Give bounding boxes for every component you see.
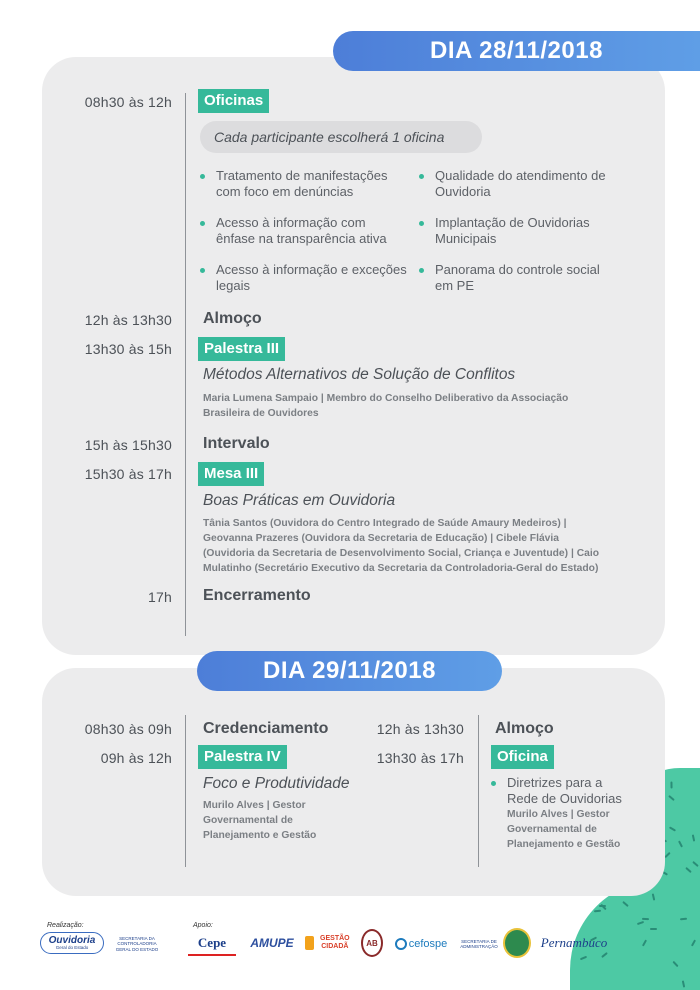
day2-timeline-divider-left [185, 715, 186, 867]
oficina-item: Tratamento de manifestações com foco em denúncias [200, 168, 400, 200]
seal-icon: AB [361, 929, 383, 957]
confetti-dash [678, 840, 683, 847]
ouvidoria-logo [40, 932, 104, 954]
cefospe-text: cefospe [408, 938, 448, 950]
intervalo-label: Intervalo [203, 435, 270, 452]
palestra4-subtitle: Foco e Produtividade [203, 775, 350, 792]
cefospe-icon [395, 938, 407, 950]
confetti-dash [668, 795, 675, 801]
confetti-dash [594, 910, 601, 913]
pernambuco-crest-icon [503, 928, 531, 958]
oficina2-item: Diretrizes para a Rede de Ouvidorias [491, 775, 631, 807]
confetti-dash [642, 918, 649, 920]
gestao-cidada-text: GESTÃO CIDADÃ [320, 935, 350, 950]
palestra3-time: 13h30 às 15h [84, 341, 172, 357]
day1-title: DIA 28/11/2018 [333, 31, 700, 71]
amupe-logo: AMUPE [250, 936, 294, 950]
pernambuco-logo: Pernambuco [540, 935, 608, 950]
credenciamento-time: 08h30 às 09h [84, 721, 172, 737]
confetti-dash [670, 781, 672, 788]
palestra4-time: 09h às 12h [100, 750, 172, 766]
realizacao-label: Realização: [47, 922, 84, 929]
palestra4-tag: Palestra IV [198, 745, 287, 769]
almoco2-time: 12h às 13h30 [376, 721, 464, 737]
oficinas-tag: Oficinas [198, 89, 269, 113]
oficina-item: Panorama do controle social em PE [419, 262, 619, 294]
credenciamento-label: Credenciamento [203, 720, 329, 737]
day1-timeline-divider [185, 93, 186, 636]
day2-title: DIA 29/11/2018 [197, 651, 502, 691]
confetti-dash [664, 852, 670, 858]
cefospe-logo [390, 932, 452, 956]
confetti-dash [637, 921, 644, 925]
ouvidoria-logo-text: Ouvidoria [48, 934, 96, 946]
mesa3-time: 15h30 às 17h [84, 466, 172, 482]
confetti-dash [622, 901, 629, 907]
intervalo-time: 15h às 15h30 [84, 437, 172, 453]
confetti-dash [672, 961, 678, 967]
palestra3-speakers: Maria Lumena Sampaio | Membro do Conselho Deliberativo da Associação Brasileira de Ouvidores [203, 393, 569, 419]
secretaria-administracao-logo: SECRETARIA DE ADMINISTRAÇÃO [460, 938, 498, 949]
ouvidoria-logo-sub: Geral do Estado [55, 944, 89, 950]
confetti-dash [652, 893, 656, 900]
confetti-dash [691, 939, 696, 946]
mesa3-tag: Mesa III [198, 462, 264, 486]
confetti-dash [692, 861, 699, 867]
gestao-cidada-logo [305, 928, 353, 958]
confetti-dash [685, 867, 692, 873]
confetti-dash [680, 918, 687, 921]
palestra3-subtitle: Métodos Alternativos de Solução de Conflitos [203, 366, 516, 383]
oficina2-time: 13h30 às 17h [376, 750, 464, 766]
almoco-label: Almoço [203, 310, 262, 327]
oficina-note: Cada participante escolherá 1 oficina [200, 121, 482, 153]
day2-timeline-divider-right [478, 715, 479, 867]
oficina-item: Acesso à informação com ênfase na transparência ativa [200, 215, 400, 247]
mesa3-speakers: Tânia Santos (Ouvidora do Centro Integrado de Saúde Amaury Medeiros) | Geovanna Prazeres (Ouvidora da Secretaria de Educação) | Cibele Flávia (Ouvidoria da Secretaria de Desenvolvimento Social, Criança e Juventude) | Caio Mulatinho (Secretário Executivo da Secretaria da Controladoria-Geral do Estado) [203, 518, 600, 574]
almoco2-label: Almoço [495, 720, 554, 737]
palestra3-tag: Palestra III [198, 337, 285, 361]
confetti-dash [642, 939, 647, 946]
oficina-item: Implantação de Ouvidorias Municipais [419, 215, 619, 247]
confetti-dash [650, 928, 657, 930]
palestra4-speakers: Murilo Alves | Gestor Governamental de Planejamento e Gestão [203, 800, 317, 841]
confetti-dash [682, 980, 685, 987]
oficina-item: Qualidade do atendimento de Ouvidoria [419, 168, 629, 200]
gestao-cidada-icon [305, 936, 314, 950]
mesa3-subtitle: Boas Práticas em Ouvidoria [203, 492, 396, 509]
oficina2-speakers: Murilo Alves | Gestor Governamental de Planejamento e Gestão [507, 809, 621, 850]
encerramento-label: Encerramento [203, 587, 311, 604]
oficina2-tag: Oficina [491, 745, 554, 769]
almoco-time: 12h às 13h30 [84, 312, 172, 328]
confetti-dash [580, 956, 587, 961]
encerramento-time: 17h [148, 589, 172, 605]
apoio-label: Apoio: [193, 922, 213, 929]
confetti-dash [669, 826, 676, 831]
secretaria-controladoria-logo: SECRETARIA DA CONTROLADORIA GERAL DO ESTADO [115, 935, 159, 952]
cepe-logo: Cepe [188, 932, 236, 956]
confetti-dash [692, 834, 695, 841]
oficina-item: Acesso à informação e exceções legais [200, 262, 410, 294]
oficinas-time: 08h30 às 12h [84, 94, 172, 110]
